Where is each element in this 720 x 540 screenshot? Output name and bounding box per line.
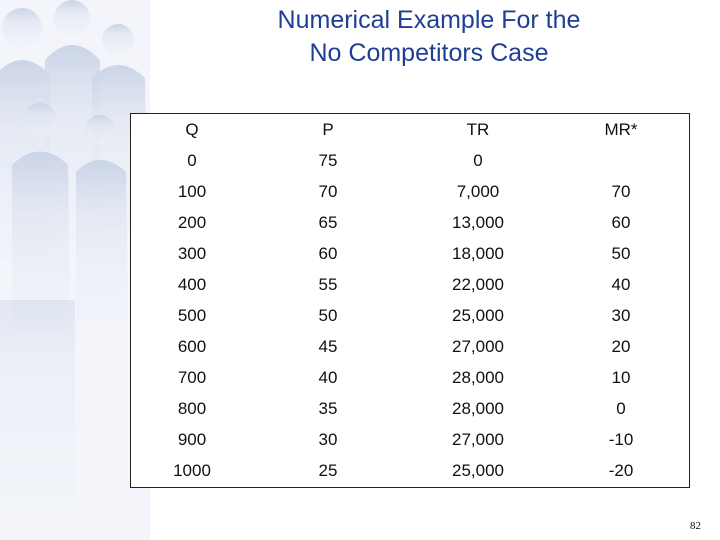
table-cell: 27,000 — [452, 337, 504, 357]
table-cell: 28,000 — [452, 399, 504, 419]
table-row — [131, 300, 689, 331]
table-cell: -20 — [608, 461, 634, 481]
table-cell: 40 — [611, 274, 631, 294]
table-cell: 60 — [318, 243, 338, 263]
table-cell: 25,000 — [452, 306, 504, 325]
table-row — [131, 394, 689, 425]
table-cell: 13,000 — [452, 212, 504, 232]
table-cell: 70 — [611, 181, 631, 201]
table-cell: 0 — [473, 150, 483, 170]
table-cell: 400 — [177, 274, 207, 294]
slide-title-line-2: No Competitors Case — [309, 39, 549, 67]
table-cell: 1000 — [173, 461, 211, 481]
table-cell: 55 — [318, 274, 338, 294]
table-header-row — [131, 114, 689, 145]
table-cell: 30 — [611, 306, 631, 325]
table-row — [131, 363, 689, 394]
table-cell: 7,000 — [456, 181, 500, 201]
table-cell: 60 — [611, 212, 631, 232]
table-row — [131, 425, 689, 456]
table-cell — [553, 145, 689, 176]
slide-title — [140, 4, 718, 70]
table-row — [131, 207, 689, 238]
table-cell: 75 — [318, 150, 338, 170]
table-cell: 45 — [318, 337, 338, 357]
table-cell: 200 — [177, 212, 207, 232]
data-table-body — [131, 114, 689, 487]
table-cell: 800 — [177, 399, 207, 419]
header-p: P — [322, 119, 334, 139]
data-table — [130, 113, 690, 488]
table-cell: 18,000 — [452, 243, 504, 263]
table-cell: 20 — [611, 337, 631, 357]
table-cell: 10 — [611, 368, 631, 388]
table-cell: 35 — [318, 399, 338, 419]
table-cell: 0 — [616, 399, 626, 419]
table-cell: 50 — [611, 243, 631, 263]
table-cell: 900 — [177, 430, 207, 450]
table-cell: 50 — [318, 306, 338, 325]
table-cell: 500 — [177, 306, 207, 325]
table-row — [131, 176, 689, 207]
table-cell: 22,000 — [452, 274, 504, 294]
header-q: Q — [185, 119, 199, 139]
table-cell: 28,000 — [452, 368, 504, 388]
table-row — [131, 145, 689, 176]
header-tr: TR — [466, 119, 490, 139]
table-row — [131, 456, 689, 487]
table-cell: 40 — [318, 368, 338, 388]
table-row — [131, 332, 689, 363]
slide-title-line-1: Numerical Example For the — [277, 6, 581, 34]
table-cell: -10 — [608, 430, 634, 450]
people-silhouette-icon — [0, 0, 150, 540]
table-row — [131, 269, 689, 300]
page-number: 82 — [690, 520, 701, 532]
table-cell: 30 — [318, 430, 338, 450]
table-cell: 100 — [177, 181, 207, 201]
table-cell: 700 — [177, 368, 207, 388]
header-mr: MR* — [604, 119, 638, 139]
table-cell: 25,000 — [452, 461, 504, 481]
table-cell: 27,000 — [452, 430, 504, 450]
table-cell: 25 — [318, 461, 338, 481]
table-row — [131, 238, 689, 269]
table-cell: 600 — [177, 337, 207, 357]
table-cell: 300 — [177, 243, 207, 263]
table-cell: 0 — [187, 150, 197, 170]
table-cell: 70 — [318, 181, 338, 201]
table-cell: 65 — [318, 212, 338, 232]
